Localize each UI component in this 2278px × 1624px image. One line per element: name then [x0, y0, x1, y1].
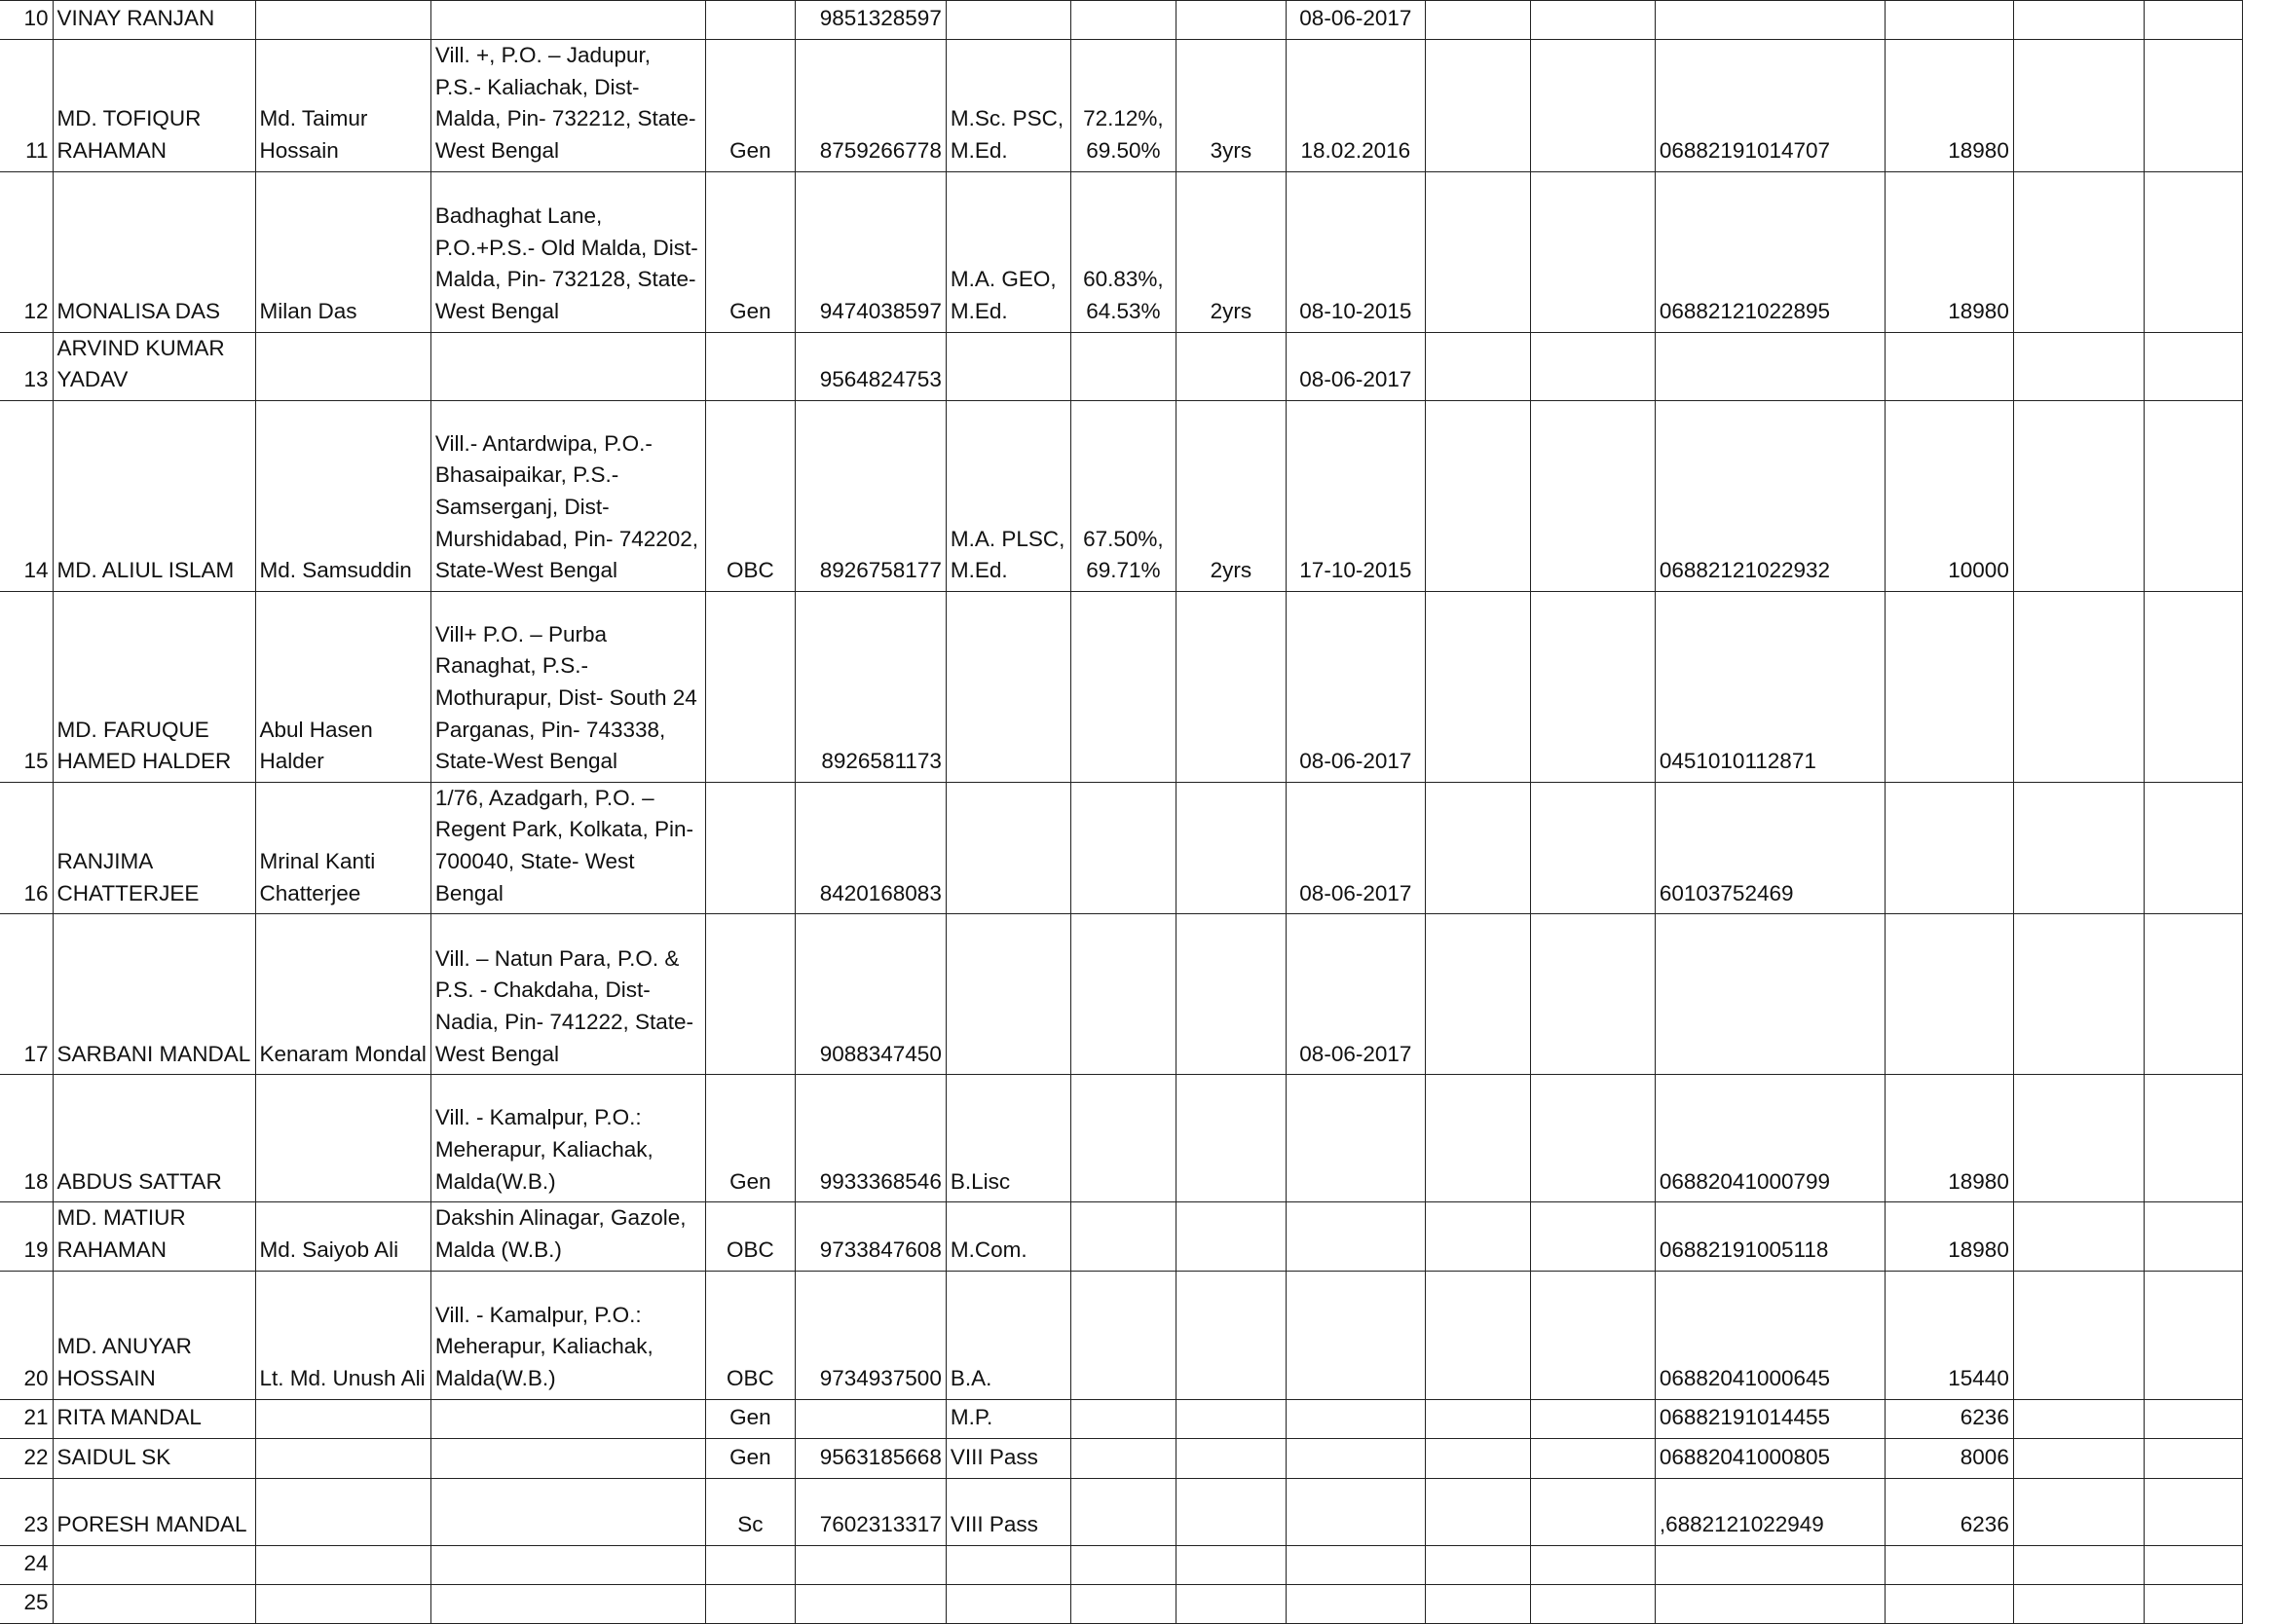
name-cell: RANJIMA CHATTERJEE	[53, 782, 255, 914]
blank-cell	[1530, 1075, 1655, 1202]
mobile-cell: 8420168083	[795, 782, 946, 914]
percentage-cell	[1070, 1545, 1176, 1584]
blank-cell	[1425, 1202, 1530, 1271]
account-number-cell: 06882191014455	[1655, 1399, 1885, 1438]
category-cell: OBC	[705, 1202, 795, 1271]
mobile-cell	[795, 1545, 946, 1584]
blank-cell	[1530, 1271, 1655, 1399]
blank-cell	[2013, 1202, 2144, 1271]
blank-cell	[1530, 1399, 1655, 1438]
name-cell: MD. ALIUL ISLAM	[53, 400, 255, 591]
table-row	[0, 400, 2242, 591]
table-row	[0, 591, 2242, 782]
serial-number: 21	[0, 1399, 53, 1438]
account-number-cell: 06882191014707	[1655, 40, 1885, 172]
name-cell: RITA MANDAL	[53, 1399, 255, 1438]
father-name-cell	[255, 1478, 430, 1545]
amount-cell	[1885, 1545, 2013, 1584]
address-cell: Dakshin Alinagar, Gazole, Malda (W.B.)	[430, 1202, 705, 1271]
account-number-cell	[1655, 1545, 1885, 1584]
blank-cell	[2144, 1271, 2242, 1399]
blank-cell	[1530, 40, 1655, 172]
blank-cell	[2013, 1399, 2144, 1438]
experience-cell	[1176, 1438, 1286, 1478]
account-number-cell: 06882121022932	[1655, 400, 1885, 591]
qualification-cell: B.A.	[946, 1271, 1070, 1399]
serial-number: 15	[0, 591, 53, 782]
account-number-cell: 0451010112871	[1655, 591, 1885, 782]
amount-cell: 18980	[1885, 171, 2013, 332]
blank-cell	[1425, 1545, 1530, 1584]
category-cell	[705, 1545, 795, 1584]
percentage-cell	[1070, 1584, 1176, 1623]
qualification-cell	[946, 1584, 1070, 1623]
account-number-cell	[1655, 332, 1885, 400]
qualification-cell: M.Sc. PSC, M.Ed.	[946, 40, 1070, 172]
blank-cell	[2144, 1438, 2242, 1478]
table-row	[0, 1075, 2242, 1202]
table-row	[0, 1399, 2242, 1438]
name-cell: VINAY RANJAN	[53, 1, 255, 40]
serial-number: 24	[0, 1545, 53, 1584]
blank-cell	[1425, 1478, 1530, 1545]
mobile-cell: 9563185668	[795, 1438, 946, 1478]
blank-cell	[2144, 914, 2242, 1075]
category-cell: Gen	[705, 1438, 795, 1478]
blank-cell	[1425, 1075, 1530, 1202]
category-cell: Gen	[705, 1399, 795, 1438]
account-number-cell: 06882041000645	[1655, 1271, 1885, 1399]
category-cell	[705, 1, 795, 40]
mobile-cell: 9088347450	[795, 914, 946, 1075]
blank-cell	[2144, 1584, 2242, 1623]
date-cell	[1286, 1438, 1425, 1478]
category-cell: Gen	[705, 1075, 795, 1202]
qualification-cell: M.A. PLSC, M.Ed.	[946, 400, 1070, 591]
address-cell: Vill+ P.O. – Purba Ranaghat, P.S.- Mothurapur, Dist- South 24 Parganas, Pin- 743338, State-West Bengal	[430, 591, 705, 782]
account-number-cell: 06882121022895	[1655, 171, 1885, 332]
category-cell: Gen	[705, 171, 795, 332]
amount-cell: 6236	[1885, 1399, 2013, 1438]
blank-cell	[2013, 1478, 2144, 1545]
experience-cell	[1176, 782, 1286, 914]
address-cell: 1/76, Azadgarh, P.O. – Regent Park, Kolkata, Pin- 700040, State- West Bengal	[430, 782, 705, 914]
date-cell	[1286, 1271, 1425, 1399]
amount-cell: 8006	[1885, 1438, 2013, 1478]
blank-cell	[1425, 782, 1530, 914]
mobile-cell	[795, 1584, 946, 1623]
serial-number: 14	[0, 400, 53, 591]
amount-cell: 10000	[1885, 400, 2013, 591]
name-cell: SARBANI MANDAL	[53, 914, 255, 1075]
serial-number: 22	[0, 1438, 53, 1478]
amount-cell	[1885, 1584, 2013, 1623]
blank-cell	[2144, 332, 2242, 400]
blank-cell	[2013, 171, 2144, 332]
blank-cell	[1425, 1438, 1530, 1478]
amount-cell	[1885, 332, 2013, 400]
category-cell	[705, 914, 795, 1075]
name-cell: SAIDUL SK	[53, 1438, 255, 1478]
name-cell: PORESH MANDAL	[53, 1478, 255, 1545]
experience-cell	[1176, 1075, 1286, 1202]
date-cell: 08-10-2015	[1286, 171, 1425, 332]
address-cell: Vill. – Natun Para, P.O. & P.S. - Chakdaha, Dist- Nadia, Pin- 741222, State-West Bengal	[430, 914, 705, 1075]
amount-cell	[1885, 914, 2013, 1075]
address-cell	[430, 1, 705, 40]
qualification-cell: M.Com.	[946, 1202, 1070, 1271]
father-name-cell	[255, 1584, 430, 1623]
mobile-cell: 9933368546	[795, 1075, 946, 1202]
qualification-cell	[946, 914, 1070, 1075]
percentage-cell	[1070, 1075, 1176, 1202]
date-cell	[1286, 1399, 1425, 1438]
amount-cell: 18980	[1885, 1202, 2013, 1271]
qualification-cell: VIII Pass	[946, 1478, 1070, 1545]
account-number-cell: ,6882121022949	[1655, 1478, 1885, 1545]
date-cell: 08-06-2017	[1286, 591, 1425, 782]
table-row	[0, 1, 2242, 40]
blank-cell	[1530, 1438, 1655, 1478]
experience-cell	[1176, 1399, 1286, 1438]
experience-cell	[1176, 1, 1286, 40]
percentage-cell	[1070, 782, 1176, 914]
serial-number: 19	[0, 1202, 53, 1271]
blank-cell	[1530, 591, 1655, 782]
table-row	[0, 782, 2242, 914]
experience-cell: 2yrs	[1176, 400, 1286, 591]
table-row	[0, 1271, 2242, 1399]
address-cell	[430, 332, 705, 400]
address-cell	[430, 1545, 705, 1584]
blank-cell	[1425, 332, 1530, 400]
serial-number: 20	[0, 1271, 53, 1399]
blank-cell	[2013, 400, 2144, 591]
father-name-cell: Md. Saiyob Ali	[255, 1202, 430, 1271]
percentage-cell: 60.83%, 64.53%	[1070, 171, 1176, 332]
blank-cell	[2013, 1075, 2144, 1202]
table-row	[0, 1202, 2242, 1271]
serial-number: 25	[0, 1584, 53, 1623]
blank-cell	[2013, 1584, 2144, 1623]
father-name-cell: Milan Das	[255, 171, 430, 332]
address-cell	[430, 1438, 705, 1478]
qualification-cell: B.Lisc	[946, 1075, 1070, 1202]
table-row	[0, 40, 2242, 172]
mobile-cell: 8926581173	[795, 591, 946, 782]
father-name-cell	[255, 1399, 430, 1438]
blank-cell	[2013, 1438, 2144, 1478]
father-name-cell	[255, 332, 430, 400]
serial-number: 13	[0, 332, 53, 400]
percentage-cell	[1070, 591, 1176, 782]
father-name-cell	[255, 1, 430, 40]
blank-cell	[1425, 914, 1530, 1075]
blank-cell	[2144, 400, 2242, 591]
blank-cell	[2144, 1075, 2242, 1202]
blank-cell	[1425, 1399, 1530, 1438]
percentage-cell: 67.50%, 69.71%	[1070, 400, 1176, 591]
qualification-cell: VIII Pass	[946, 1438, 1070, 1478]
percentage-cell	[1070, 1399, 1176, 1438]
blank-cell	[2013, 914, 2144, 1075]
table-row	[0, 332, 2242, 400]
date-cell	[1286, 1202, 1425, 1271]
blank-cell	[1425, 40, 1530, 172]
blank-cell	[1425, 1584, 1530, 1623]
amount-cell: 18980	[1885, 40, 2013, 172]
experience-cell	[1176, 1202, 1286, 1271]
percentage-cell: 72.12%, 69.50%	[1070, 40, 1176, 172]
table-row	[0, 1584, 2242, 1623]
account-number-cell	[1655, 1584, 1885, 1623]
table-row	[0, 1545, 2242, 1584]
amount-cell	[1885, 1, 2013, 40]
table-row	[0, 1478, 2242, 1545]
experience-cell	[1176, 1584, 1286, 1623]
date-cell	[1286, 1478, 1425, 1545]
amount-cell: 18980	[1885, 1075, 2013, 1202]
serial-number: 17	[0, 914, 53, 1075]
address-cell: Vill. - Kamalpur, P.O.: Meherapur, Kaliachak, Malda(W.B.)	[430, 1075, 705, 1202]
mobile-cell: 9733847608	[795, 1202, 946, 1271]
date-cell: 17-10-2015	[1286, 400, 1425, 591]
father-name-cell	[255, 1075, 430, 1202]
account-number-cell: 06882041000799	[1655, 1075, 1885, 1202]
table-row	[0, 914, 2242, 1075]
category-cell	[705, 1584, 795, 1623]
account-number-cell: 06882041000805	[1655, 1438, 1885, 1478]
percentage-cell	[1070, 332, 1176, 400]
name-cell: MD. FARUQUE HAMED HALDER	[53, 591, 255, 782]
experience-cell	[1176, 1271, 1286, 1399]
account-number-cell: 60103752469	[1655, 782, 1885, 914]
blank-cell	[2144, 1478, 2242, 1545]
account-number-cell	[1655, 914, 1885, 1075]
blank-cell	[1530, 914, 1655, 1075]
mobile-cell: 9474038597	[795, 171, 946, 332]
blank-cell	[1530, 1545, 1655, 1584]
qualification-cell	[946, 332, 1070, 400]
amount-cell: 15440	[1885, 1271, 2013, 1399]
name-cell: ABDUS SATTAR	[53, 1075, 255, 1202]
experience-cell	[1176, 1545, 1286, 1584]
table-row	[0, 171, 2242, 332]
qualification-cell	[946, 1, 1070, 40]
category-cell: OBC	[705, 400, 795, 591]
qualification-cell	[946, 591, 1070, 782]
address-cell	[430, 1399, 705, 1438]
percentage-cell	[1070, 1, 1176, 40]
date-cell: 08-06-2017	[1286, 914, 1425, 1075]
date-cell: 08-06-2017	[1286, 332, 1425, 400]
category-cell	[705, 591, 795, 782]
mobile-cell: 9851328597	[795, 1, 946, 40]
name-cell: MONALISA DAS	[53, 171, 255, 332]
serial-number: 10	[0, 1, 53, 40]
serial-number: 18	[0, 1075, 53, 1202]
mobile-cell	[795, 1399, 946, 1438]
blank-cell	[2013, 332, 2144, 400]
blank-cell	[1530, 782, 1655, 914]
blank-cell	[1530, 1202, 1655, 1271]
table-row	[0, 1438, 2242, 1478]
amount-cell: 6236	[1885, 1478, 2013, 1545]
mobile-cell: 8759266778	[795, 40, 946, 172]
mobile-cell: 8926758177	[795, 400, 946, 591]
blank-cell	[2144, 40, 2242, 172]
date-cell: 08-06-2017	[1286, 1, 1425, 40]
date-cell: 08-06-2017	[1286, 782, 1425, 914]
father-name-cell: Abul Hasen Halder	[255, 591, 430, 782]
blank-cell	[2144, 1202, 2242, 1271]
qualification-cell	[946, 782, 1070, 914]
amount-cell	[1885, 591, 2013, 782]
blank-cell	[1530, 1478, 1655, 1545]
experience-cell	[1176, 591, 1286, 782]
category-cell	[705, 332, 795, 400]
name-cell	[53, 1584, 255, 1623]
father-name-cell: Md. Samsuddin	[255, 400, 430, 591]
category-cell	[705, 782, 795, 914]
blank-cell	[2144, 1, 2242, 40]
name-cell: MD. MATIUR RAHAMAN	[53, 1202, 255, 1271]
mobile-cell: 9734937500	[795, 1271, 946, 1399]
qualification-cell: M.A. GEO, M.Ed.	[946, 171, 1070, 332]
address-cell: Vill. - Kamalpur, P.O.: Meherapur, Kaliachak, Malda(W.B.)	[430, 1271, 705, 1399]
experience-cell	[1176, 1478, 1286, 1545]
percentage-cell	[1070, 1478, 1176, 1545]
blank-cell	[2144, 782, 2242, 914]
percentage-cell	[1070, 1271, 1176, 1399]
amount-cell	[1885, 782, 2013, 914]
serial-number: 12	[0, 171, 53, 332]
account-number-cell: 06882191005118	[1655, 1202, 1885, 1271]
blank-cell	[2013, 40, 2144, 172]
father-name-cell: Mrinal Kanti Chatterjee	[255, 782, 430, 914]
percentage-cell	[1070, 1202, 1176, 1271]
father-name-cell: Kenaram Mondal	[255, 914, 430, 1075]
date-cell	[1286, 1075, 1425, 1202]
percentage-cell	[1070, 1438, 1176, 1478]
account-number-cell	[1655, 1, 1885, 40]
serial-number: 11	[0, 40, 53, 172]
blank-cell	[1425, 400, 1530, 591]
experience-cell: 3yrs	[1176, 40, 1286, 172]
blank-cell	[2013, 782, 2144, 914]
father-name-cell: Lt. Md. Unush Ali	[255, 1271, 430, 1399]
address-cell	[430, 1478, 705, 1545]
blank-cell	[1425, 171, 1530, 332]
blank-cell	[1425, 1, 1530, 40]
blank-cell	[2144, 171, 2242, 332]
date-cell: 18.02.2016	[1286, 40, 1425, 172]
blank-cell	[1530, 171, 1655, 332]
experience-cell: 2yrs	[1176, 171, 1286, 332]
blank-cell	[1530, 1584, 1655, 1623]
name-cell: MD. ANUYAR HOSSAIN	[53, 1271, 255, 1399]
mobile-cell: 7602313317	[795, 1478, 946, 1545]
serial-number: 23	[0, 1478, 53, 1545]
category-cell: OBC	[705, 1271, 795, 1399]
blank-cell	[2144, 1399, 2242, 1438]
date-cell	[1286, 1545, 1425, 1584]
father-name-cell	[255, 1438, 430, 1478]
blank-cell	[2144, 591, 2242, 782]
name-cell: ARVIND KUMAR YADAV	[53, 332, 255, 400]
blank-cell	[2013, 591, 2144, 782]
percentage-cell	[1070, 914, 1176, 1075]
address-cell: Vill.- Antardwipa, P.O.- Bhasaipaikar, P.S.- Samserganj, Dist- Murshidabad, Pin- 742202, State-West Bengal	[430, 400, 705, 591]
blank-cell	[1530, 332, 1655, 400]
name-cell	[53, 1545, 255, 1584]
name-cell: MD. TOFIQUR RAHAMAN	[53, 40, 255, 172]
address-cell	[430, 1584, 705, 1623]
blank-cell	[2013, 1, 2144, 40]
father-name-cell	[255, 1545, 430, 1584]
father-name-cell: Md. Taimur Hossain	[255, 40, 430, 172]
qualification-cell: M.P.	[946, 1399, 1070, 1438]
category-cell: Gen	[705, 40, 795, 172]
address-cell: Vill. +, P.O. – Jadupur, P.S.- Kaliachak, Dist- Malda, Pin- 732212, State-West Bengal	[430, 40, 705, 172]
serial-number: 16	[0, 782, 53, 914]
blank-cell	[1425, 591, 1530, 782]
mobile-cell: 9564824753	[795, 332, 946, 400]
address-cell: Badhaghat Lane, P.O.+P.S.- Old Malda, Dist- Malda, Pin- 732128, State-West Bengal	[430, 171, 705, 332]
experience-cell	[1176, 914, 1286, 1075]
experience-cell	[1176, 332, 1286, 400]
blank-cell	[1530, 400, 1655, 591]
blank-cell	[2013, 1271, 2144, 1399]
category-cell: Sc	[705, 1478, 795, 1545]
blank-cell	[2013, 1545, 2144, 1584]
blank-cell	[1530, 1, 1655, 40]
date-cell	[1286, 1584, 1425, 1623]
qualification-cell	[946, 1545, 1070, 1584]
blank-cell	[1425, 1271, 1530, 1399]
blank-cell	[2144, 1545, 2242, 1584]
